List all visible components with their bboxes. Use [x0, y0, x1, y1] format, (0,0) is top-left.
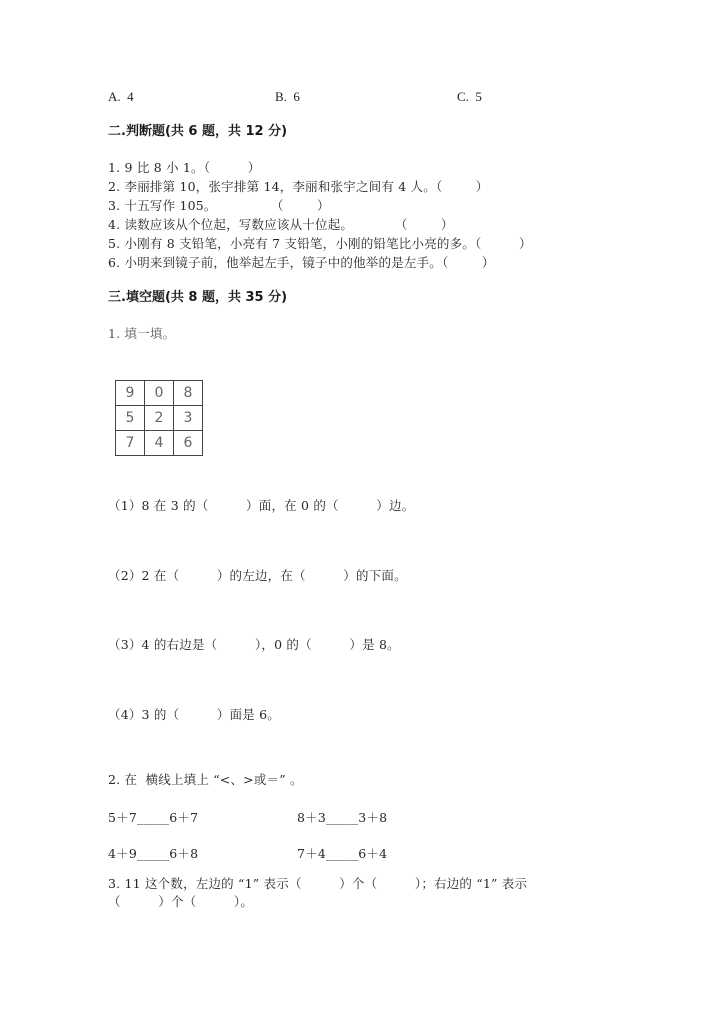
- grid-cell: 9: [116, 381, 145, 406]
- judgment-item-1: 1. 9 比 8 小 1。（ ）: [108, 160, 261, 175]
- q1-sub-2: （2）2 在（ ）的左边，在（ ）的下面。: [108, 568, 407, 583]
- grid-cell: 3: [174, 406, 203, 431]
- judgment-item-2: 2. 李丽排第 10，张宇排第 14，李丽和张宇之间有 4 人。（ ）: [108, 179, 489, 194]
- choice-c: C. 5: [457, 89, 482, 104]
- q1-label: 1. 填一填。: [108, 326, 176, 341]
- grid-cell: 6: [174, 431, 203, 456]
- choice-b: B. 6: [275, 89, 300, 104]
- q1-sub-3: （3）4 的右边是（ ），0 的（ ）是 8。: [108, 637, 400, 652]
- comparison-4: 7＋4_____6＋4: [297, 846, 388, 861]
- q1-sub-1: （1）8 在 3 的（ ）面，在 0 的（ ）边。: [108, 498, 415, 513]
- q3-line-2: （ ）个（ ）。: [108, 894, 254, 909]
- grid-cell: 7: [116, 431, 145, 456]
- grid-cell: 5: [116, 406, 145, 431]
- grid-cell: 8: [174, 381, 203, 406]
- judgment-item-5: 5. 小刚有 8 支铅笔，小亮有 7 支铅笔，小刚的铅笔比小亮的多。（ ）: [108, 236, 532, 251]
- judgment-item-6: 6. 小明来到镜子前，他举起左手，镜子中的他举的是左手。（ ）: [108, 255, 495, 270]
- comparison-1: 5＋7_____6＋7: [108, 810, 199, 825]
- section-2-title: 二.判断题(共 6 题，共 12 分): [108, 124, 288, 139]
- q1-sub-4: （4）3 的（ ）面是 6。: [108, 707, 280, 722]
- judgment-item-4: 4. 读数应该从个位起，写数应该从十位起。 （ ）: [108, 217, 454, 232]
- grid-cell: 2: [145, 406, 174, 431]
- q2-label: 2. 在 横线上填上 “<、>或＝” 。: [108, 772, 303, 787]
- section-3-title: 三.填空题(共 8 题，共 35 分): [108, 290, 288, 305]
- grid-cell: 4: [145, 431, 174, 456]
- number-grid: [115, 380, 203, 456]
- choice-a: A. 4: [108, 89, 134, 104]
- judgment-item-3: 3. 十五写作 105。 （ ）: [108, 198, 330, 213]
- comparison-2: 8＋3_____3＋8: [297, 810, 388, 825]
- grid-cell: 0: [145, 381, 174, 406]
- comparison-3: 4＋9_____6＋8: [108, 846, 199, 861]
- q3-line-1: 3. 11 这个数，左边的 “1” 表示（ ）个（ ）；右边的 “1” 表示: [108, 876, 528, 891]
